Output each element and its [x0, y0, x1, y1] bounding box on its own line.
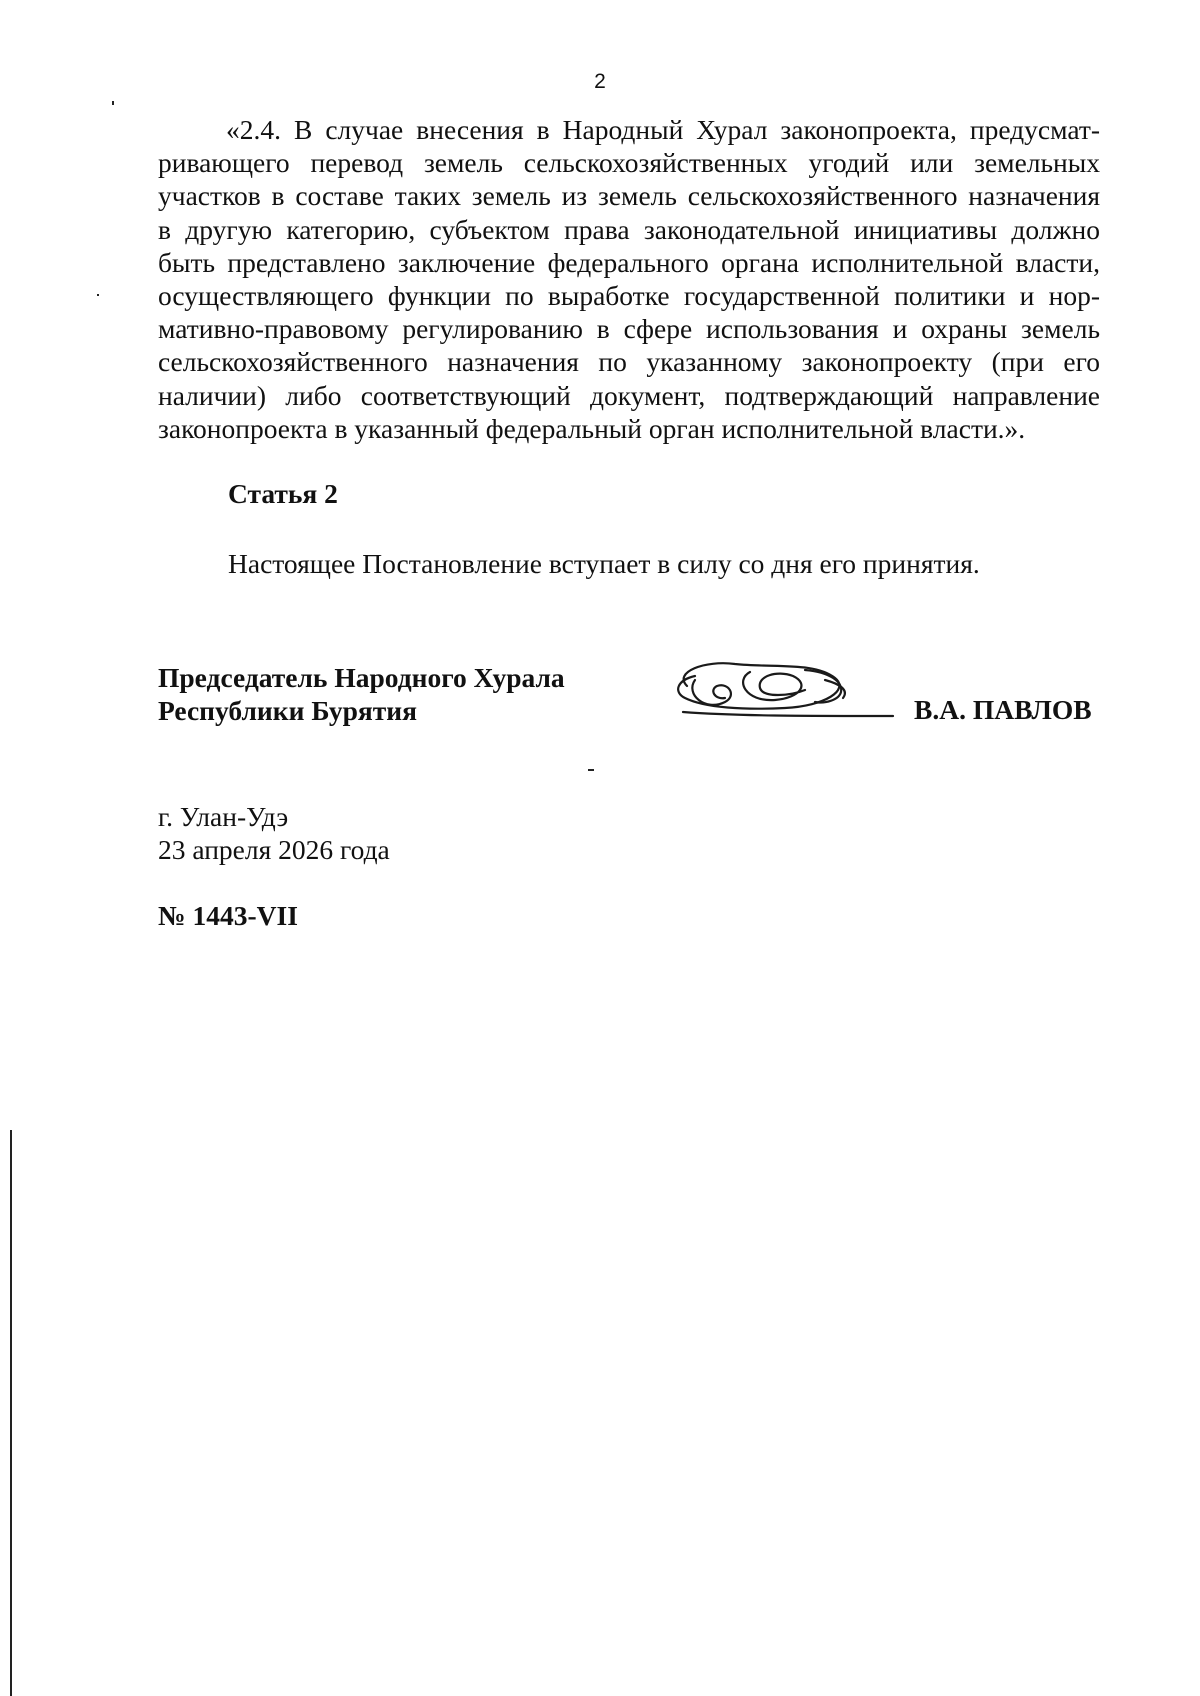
article-paragraph [158, 113, 1100, 445]
paragraph-line: участков в составе таких земель из земель сельскохозяйственного назначения [158, 180, 1100, 212]
paragraph-line: законопроекта в указанный федеральный орган исполнительной власти.». [158, 412, 1026, 444]
signatory-title-line: Председатель Народного Хурала [158, 662, 565, 693]
place: г. Улан-Удэ [158, 801, 289, 832]
scan-artifact [588, 769, 594, 771]
document-number: № 1443-VII [158, 900, 298, 931]
paragraph-line: сельскохозяйственного назначения по указанному законопроекту (при его [158, 346, 1100, 378]
paragraph-line: ривающего перевод земель сельскохозяйственных угодий или земельных [158, 147, 1100, 179]
place-and-date [158, 800, 390, 866]
paragraph-line: наличии) либо соответствующий документ, подтверждающий направление [158, 379, 1100, 411]
signatory-title [158, 661, 565, 727]
signatory-title-line: Республики Бурятия [158, 695, 417, 726]
signatory-name: В.А. ПАВЛОВ [914, 694, 1092, 725]
paragraph-line: «2.4. В случае внесения в Народный Хурал законопроекта, предусмат- [226, 114, 1100, 145]
paragraph-line: осуществляющего функции по выработке государственной политики и нор- [158, 280, 1100, 312]
paragraph-line: быть представлено заключение федерального органа исполнительной власти, [158, 246, 1100, 278]
page-number: 2 [594, 70, 606, 93]
article-text: Настоящее Постановление вступает в силу со дня его принятия. [228, 548, 980, 579]
handwritten-signature [665, 650, 895, 730]
paragraph-line: в другую категорию, субъектом права законодательной инициативы должно [158, 213, 1100, 245]
paragraph-line: мативно-правовому регулированию в сфере использования и охраны земель [158, 313, 1100, 345]
scan-artifact [112, 101, 114, 105]
date: 23 апреля 2026 года [158, 834, 390, 865]
article-heading: Статья 2 [228, 478, 338, 509]
scan-artifact [97, 294, 99, 296]
scan-border-line [10, 1130, 12, 1696]
